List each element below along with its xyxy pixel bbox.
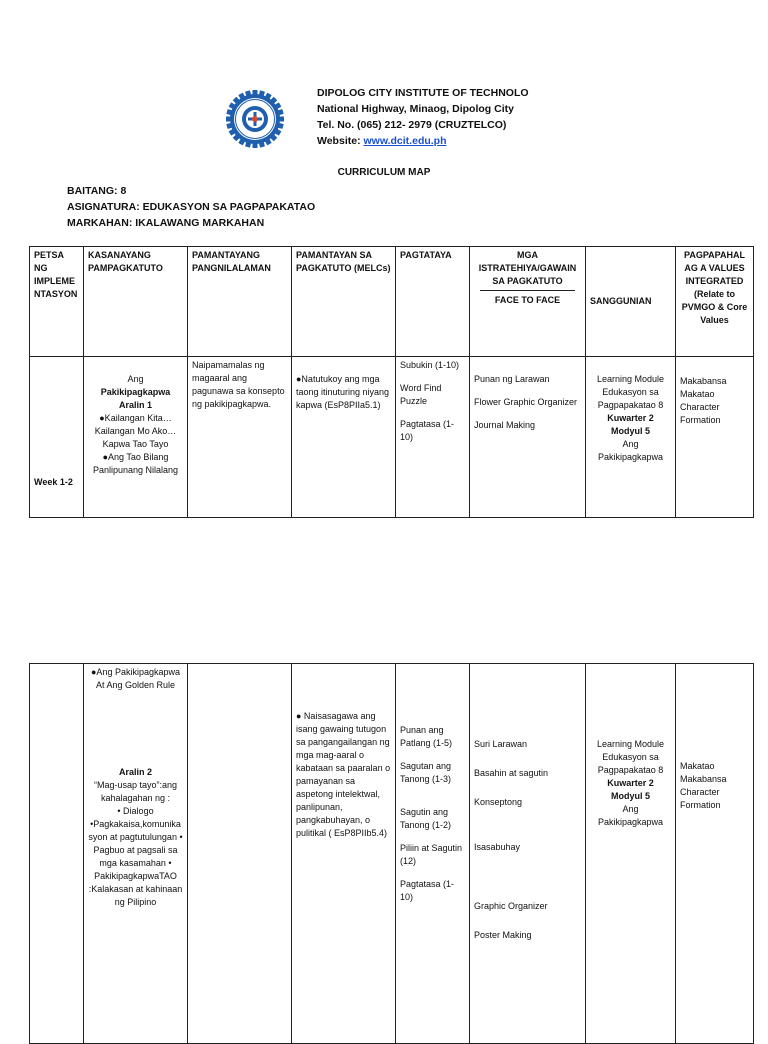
row-pagtataya: Subukin (1-10) Word Find Puzzle Pagtatasa (1-10) <box>396 357 470 518</box>
curriculum-map-table-continued <box>29 663 754 1044</box>
table-row <box>30 664 754 1044</box>
header-kasanayang: KASANAYANG PAMPAGKATUTO <box>84 247 188 357</box>
row-values: Makatao Makabansa Character Formation <box>676 664 754 1044</box>
grade-level: BAITANG: 8 <box>67 185 127 197</box>
row-kasanayang: ●Ang Pakikipagkapwa At Ang Golden Rule Aralin 2 “Mag-usap tayo”:ang kahalagahan ng : • Dialogo •Pagkakaisa,komunika syon at pagtutulungan • Pagbuo at pagsali sa mga kasamahan • PakikipagkapwaTAO :Kalakasan at kahinaan ng Pilipino <box>84 664 188 1044</box>
header-pamantayan-melcs: PAMANTAYAN SA PAGKATUTO (MELCs) <box>292 247 396 357</box>
quarter-name: MARKAHAN: IKALAWANG MARKAHAN <box>67 217 265 229</box>
institution-address: National Highway, Minaog, Dipolog City <box>317 103 514 115</box>
institution-name: DIPOLOG CITY INSTITUTE OF TECHNOLO <box>317 87 529 99</box>
row-strategies: Suri Larawan Basahin at sagutin Konseptong Isasabuhay Graphic Organizer Poster Making <box>470 664 586 1044</box>
row-sanggunian: Learning Module Edukasyon sa Pagpapakatao 8 Kuwarter 2 Modyul 5 Ang Pakikipagkapwa <box>586 357 676 518</box>
header-istratehiya: MGA ISTRATEHIYA/GAWAIN SA PAGKATUTO FACE TO FACE <box>470 247 586 357</box>
row-content-standard: Naipamamalas ng magaaral ang pagunawa sa konsepto ng pakikipagkapwa. <box>188 357 292 518</box>
header-petsa: PETSA NG IMPLEME NTASYON <box>30 247 84 357</box>
school-seal-logo <box>224 88 286 150</box>
row-melc: ●Natutukoy ang mga taong itinuturing niyang kapwa (EsP8PIIa5.1) <box>292 357 396 518</box>
row-date: Week 1-2 <box>30 357 84 518</box>
row-melc: ● Naisasagawa ang isang gawaing tutugon sa pangangailangan ng mga mag-aaral o kabataan sa paaralan o pamayanan sa aspetong intelektwal, panlipunan, pangkabuhayan, o pulitikal ( EsP8PIIb5.4) <box>292 664 396 1044</box>
institution-website-line <box>317 133 529 149</box>
institution-telephone: Tel. No. (065) 212- 2979 (CRUZTELCO) <box>317 119 507 131</box>
institution-header <box>317 85 529 149</box>
row-kasanayang: Ang Pakikipagkapwa Aralin 1 ●Kailangan Kita…Kailangan Mo Ako…Kapwa Tao Tayo ●Ang Tao Bilang Panlipunang Nilalang <box>84 357 188 518</box>
row-sanggunian: Learning Module Edukasyon sa Pagpapakatao 8 Kuwarter 2 Modyul 5 Ang Pakikipagkapwa <box>586 664 676 1044</box>
header-divider <box>480 290 575 291</box>
curriculum-map-table <box>29 246 754 518</box>
row-values: Makabansa Makatao Character Formation <box>676 357 754 518</box>
row-strategies: Punan ng Larawan Flower Graphic Organizer Journal Making <box>470 357 586 518</box>
header-pagtataya: PAGTATAYA <box>396 247 470 357</box>
header-sanggunian: SANGGUNIAN <box>586 247 676 357</box>
website-label: Website: <box>317 135 364 147</box>
header-values: PAGPAPAHAL AG A VALUES INTEGRATED (Relate to PVMGO & Core Values <box>676 247 754 357</box>
subject-name: ASIGNATURA: EDUKASYON SA PAGPAPAKATAO <box>67 201 316 213</box>
table-row <box>30 357 754 518</box>
document-title: CURRICULUM MAP <box>337 167 431 178</box>
row-date <box>30 664 84 1044</box>
row-pagtataya: Punan ang Patlang (1-5) Sagutan ang Tanong (1-3) Sagutin ang Tanong (1-2) Piliin at Sagutin (12) Pagtatasa (1-10) <box>396 664 470 1044</box>
website-link[interactable]: www.dcit.edu.ph <box>363 135 447 147</box>
document-meta <box>67 183 315 231</box>
row-content-standard <box>188 664 292 1044</box>
header-pamantayang-pangnilalaman: PAMANTAYANG PANGNILALAMAN <box>188 247 292 357</box>
table-header-row <box>30 247 754 357</box>
